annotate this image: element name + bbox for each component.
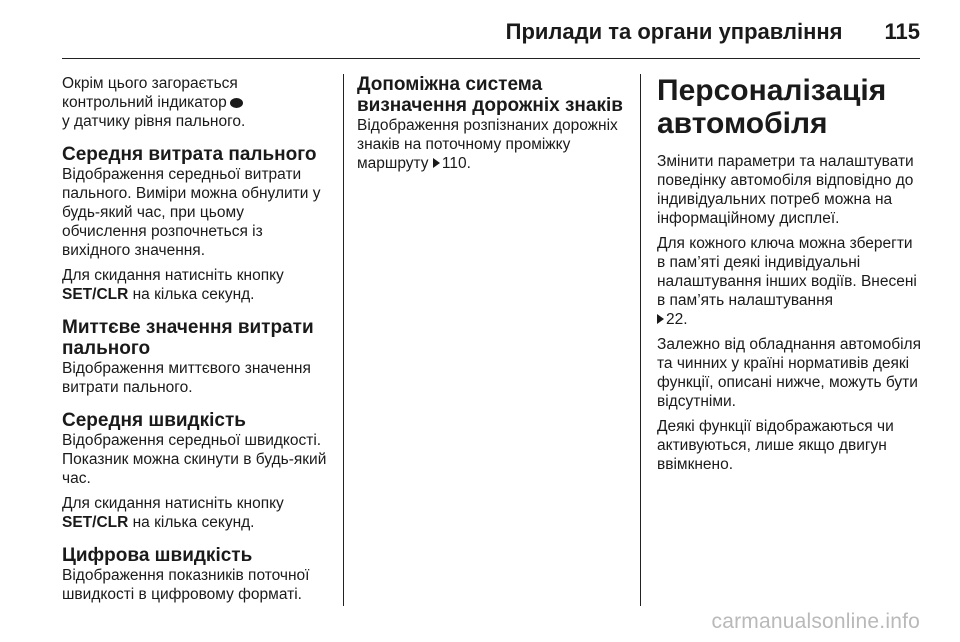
paragraph: Залежно від обладнання автомобіля та чинних у країні нормативів деякі функції, описані нижче, можуть бути відсутніми. [657, 336, 921, 410]
section-digital-speed [62, 545, 330, 604]
section-body: Відображення середньої витрати пального. Виміри можна обнулити у будь-який час, при цьому обчислення розпочнеться із вихідного значення. [62, 166, 321, 259]
section-body: Відображення розпізнаних дорожніх знаків на поточному проміжку маршруту 110. [357, 117, 618, 172]
section-heading: Допоміжна система визначення дорожніх знаків [357, 74, 623, 116]
section-heading: Миттєве значення витрати пального [62, 317, 314, 359]
column-middle [357, 74, 625, 179]
section-average-fuel [62, 144, 330, 304]
reset-instruction: Для скидання натисніть кнопку SET/CLR на кілька секунд. [62, 267, 284, 303]
paragraph: Змінити параметри та налаштувати поведінку автомобіля відповідно до індивідуальних потреб можна на інформаційному дисплеї. [657, 153, 914, 227]
page-reference-link[interactable]: 110. [441, 155, 471, 172]
section-body: Відображення миттєвого значення витрати пального. [62, 360, 311, 396]
page-reference-arrow-icon [657, 314, 664, 324]
section-average-speed [62, 410, 330, 532]
section-heading: Цифрова швидкість [62, 545, 253, 566]
column-left [62, 74, 330, 610]
header-rule [62, 58, 920, 59]
section-body: Відображення середньої швидкості. Показник можна скинути в будь-який час. [62, 432, 327, 487]
page-reference-link[interactable]: 22. [666, 311, 688, 328]
paragraph: Для кожного ключа можна зберегти в пам’яті деякі індивідуальні налаштування інших водіїв. Внесені в пам’ять налаштування 22. [657, 235, 917, 328]
reset-instruction: Для скидання натисніть кнопку SET/CLR на кілька секунд. [62, 495, 284, 531]
section-heading: Середня швидкість [62, 410, 246, 431]
column-right [657, 74, 925, 480]
page-reference-arrow-icon [433, 158, 440, 168]
paragraph: Деякі функції відображаються чи активуються, лише якщо двигун ввімкнено. [657, 418, 894, 473]
chapter-heading: Персоналізація автомобіля [657, 74, 887, 140]
fuel-indicator-icon [230, 98, 243, 108]
section-body: Відображення показників поточної швидкості в цифровому форматі. [62, 567, 310, 603]
set-clr-label: SET/CLR [62, 286, 129, 303]
watermark: carmanualsonline.info [711, 610, 920, 633]
section-instant-fuel [62, 317, 330, 397]
page-title: Прилади та органи управління [505, 19, 843, 44]
intro-text: Окрім цього загорається контрольний індикатор у датчику рівня пального. [62, 75, 246, 130]
column-divider [640, 74, 641, 606]
page-header [62, 14, 920, 50]
page-number: 115 [884, 19, 920, 44]
column-divider [343, 74, 344, 606]
set-clr-label: SET/CLR [62, 514, 129, 531]
section-heading: Середня витрата пального [62, 144, 317, 165]
